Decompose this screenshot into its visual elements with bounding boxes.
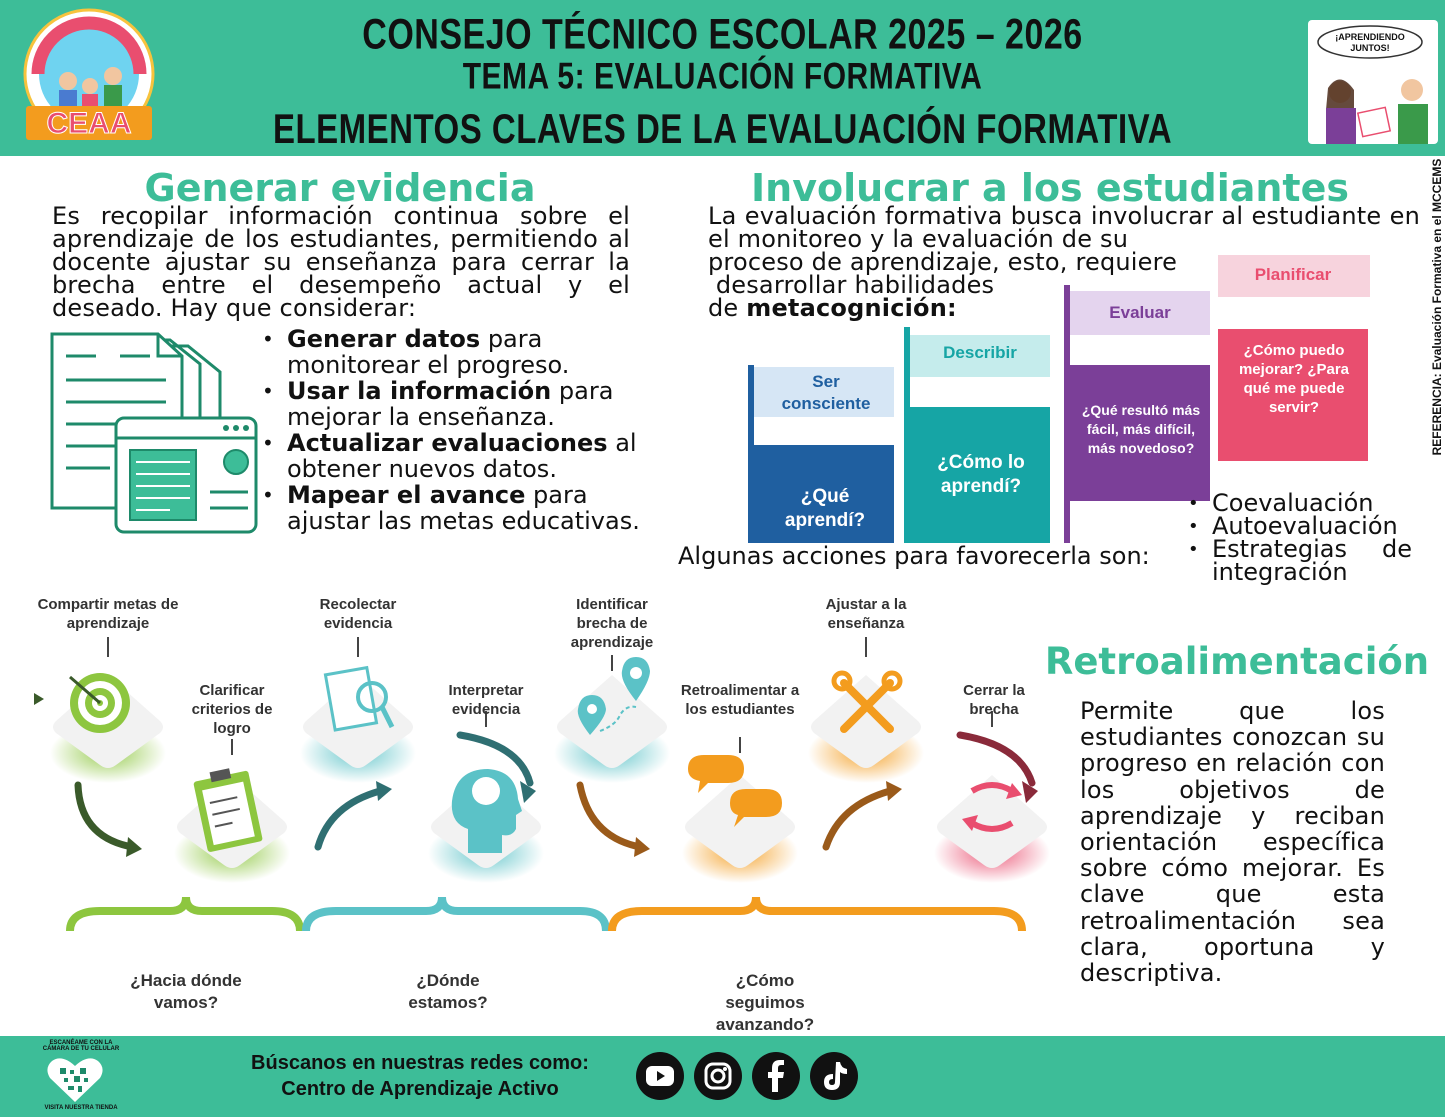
involucrar-text-4: de metacognición:: [708, 294, 957, 322]
svg-text:JUNTOS!: JUNTOS!: [1350, 43, 1390, 53]
group-donde-estamos: ¿Dónde estamos?: [408, 971, 488, 1012]
action-item: • Autoevaluación: [1184, 515, 1416, 538]
action-item: • Coevaluación: [1184, 492, 1416, 515]
involucrar-text-3: desarrollar habilidades: [708, 271, 995, 299]
flag-evaluar: Evaluar ¿Qué resultó más fácil, más difícil, más novedoso?: [1064, 285, 1214, 543]
group-como-seguimos: ¿Cómo seguimos avanzando?: [715, 971, 815, 1034]
flag-planificar: Planificar ¿Cómo puedo mejorar? ¿Para qué me puede servir?: [1218, 255, 1370, 465]
step-retroalimentar: Retroalimentar a los estudiantes: [680, 682, 800, 718]
generar-title: Generar evidencia: [144, 166, 536, 210]
step-cerrar-brecha: Cerrar la brecha: [963, 682, 1025, 718]
documents-icon: [50, 332, 260, 538]
tiktok-icon[interactable]: [810, 1052, 858, 1100]
involucrar-text-2: proceso de aprendizaje, esto, requiere: [708, 248, 1178, 276]
generar-text: Es recopilar información continua sobre el aprendizaje de los estudiantes, permitiendo al docente ajustar su enseñanza para cerrar la brecha entre el desempeño actual y el deseado. Hay que considerar:: [52, 202, 630, 322]
svg-text:¡APRENDIENDO: ¡APRENDIENDO: [1335, 32, 1405, 42]
step-identificar-brecha: Identificar brecha de aprendizaje: [570, 596, 654, 651]
ceaa-logo-text: CEAA: [46, 107, 132, 140]
bullet-item: • Usar la información para mejorar la enseñanza.: [260, 378, 660, 430]
involucrar-title: Involucrar a los estudiantes: [751, 166, 1349, 210]
instagram-icon[interactable]: [694, 1052, 742, 1100]
involucrar-text-1: La evaluación formativa busca involucrar al estudiante en el monitoreo y la evaluación de su: [708, 202, 1420, 253]
flow-diagram: [0, 585, 1060, 1035]
youtube-icon[interactable]: [636, 1052, 684, 1100]
retro-text: Permite que los estudiantes conozcan su progreso en relación con los objetivos de aprendizaje y reciban orientación específica sobre cómo mejorar. Es clave que esta retroalimentación sea clara, oportuna y descriptiva.: [1080, 697, 1385, 988]
main-title: CONSEJO TÉCNICO ESCOLAR 2025 – 2026: [362, 11, 1083, 59]
qr-caption-bottom: VISITA NUESTRA TIENDA: [44, 1105, 118, 1111]
footer-text: Búscanos en nuestras redes como: Centro de Aprendizaje Activo: [251, 1052, 589, 1100]
action-item: • Estrategias de integración: [1184, 538, 1412, 584]
step-compartir-metas: Compartir metas de aprendizaje: [37, 596, 179, 632]
step-clarificar-criterios: Clarificar criterios de logro: [191, 682, 273, 737]
subtitle: TEMA 5: EVALUACIÓN FORMATIVA: [462, 55, 983, 97]
bullet-item: • Mapear el avance para ajustar las metas educativas.: [260, 482, 660, 534]
target-icon: [70, 673, 130, 733]
generar-bullets: [260, 326, 660, 534]
group-hacia-donde: ¿Hacia dónde vamos?: [130, 971, 242, 1012]
actions-intro: Algunas acciones para favorecerla son:: [678, 542, 1150, 570]
heading: ELEMENTOS CLAVES DE LA EVALUACIÓN FORMATIVA: [272, 105, 1173, 152]
bullet-item: • Actualizar evaluaciones al obtener nuevos datos.: [260, 430, 660, 482]
flag-ser-consciente: Ser consciente ¿Qué aprendí?: [748, 365, 898, 543]
flag-describir: Describir ¿Cómo lo aprendí?: [904, 327, 1054, 543]
step-recolectar-evidencia: Recolectar evidencia: [319, 596, 397, 632]
qr-caption-top: ESCANÉAME CON LA CÁMARA DE TU CELULAR: [42, 1040, 120, 1052]
step-interpretar-evidencia: Interpretar evidencia: [448, 682, 524, 718]
teachers-illustration: [1308, 20, 1438, 144]
qr-heart-icon[interactable]: [46, 1056, 104, 1104]
step-ajustar-ensenanza: Ajustar a la enseñanza: [825, 596, 907, 632]
retro-title: Retroalimentación: [1044, 640, 1430, 683]
bullet-item: • Generar datos para monitorear el progreso.: [260, 326, 660, 378]
reference-note: REFERENCIA: Evaluación Formativa en el MCCEMS: [1430, 158, 1444, 456]
actions-list: [1184, 489, 1416, 586]
facebook-icon[interactable]: [752, 1052, 800, 1100]
